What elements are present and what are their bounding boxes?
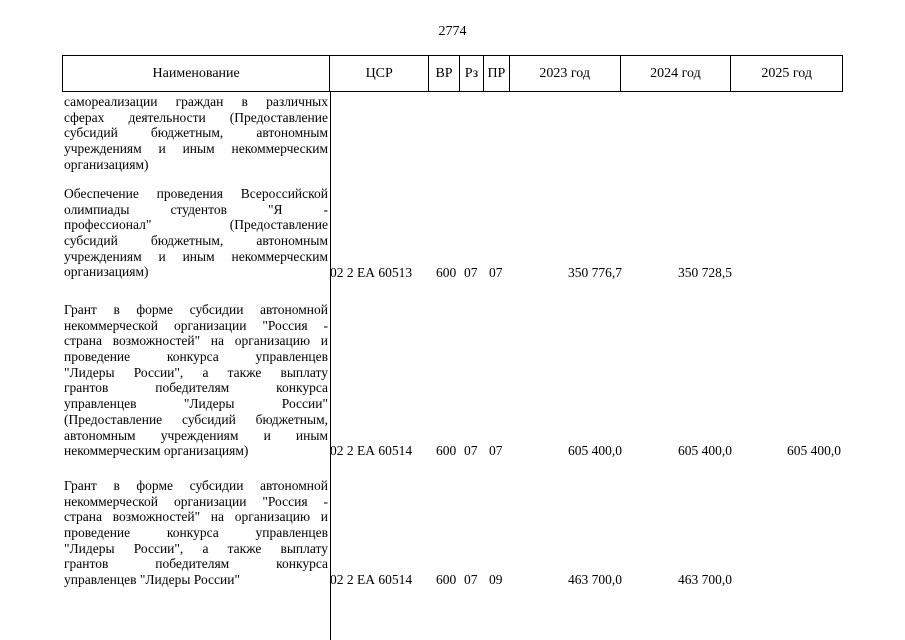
row-name-line: организациям) <box>64 156 149 172</box>
row-name-line: самореализации граждан в различных <box>64 94 328 109</box>
row-pr: 09 <box>489 572 503 588</box>
row-csr: 02 2 ЕА 60513 <box>330 264 413 280</box>
row-pr: 07 <box>489 443 503 459</box>
row-name-line: субсидий бюджетным, автономным <box>64 125 328 141</box>
row-name-line: сферах деятельности (Предоставление <box>64 109 328 125</box>
row-name-line: олимпиады студентов "Я - <box>64 201 328 217</box>
row-y2025: 605 400,0 <box>787 443 841 459</box>
row-name-line: страна возможностей" на организацию и <box>64 333 328 349</box>
row-y2024: 350 728,5 <box>678 264 732 280</box>
row-name-line: некоммерческой организации "Россия - <box>64 493 328 509</box>
header-2025: 2025 год <box>761 65 812 81</box>
table-header <box>62 55 843 92</box>
row-name-line: "Лидеры России", а также выплату <box>64 364 328 380</box>
header-2024: 2024 год <box>621 56 732 91</box>
row-name <box>64 478 328 588</box>
row-name-line: субсидий бюджетным, автономным <box>64 233 328 249</box>
row-name-line: профессионал" (Предоставление <box>64 217 328 233</box>
header-pr: ПР <box>484 56 510 91</box>
row-csr: 02 2 ЕА 60514 <box>330 572 413 588</box>
row-name <box>64 302 328 459</box>
row-y2024: 605 400,0 <box>678 443 732 459</box>
row-name-line: некоммерческой организации "Россия - <box>64 317 328 333</box>
header-rz: Рз <box>460 56 484 91</box>
header-name: Наименование <box>63 56 330 91</box>
row-name <box>64 186 328 280</box>
row-name-line: организациям) <box>64 264 149 280</box>
row-vr: 600 <box>436 264 457 280</box>
row-rz: 07 <box>464 572 478 588</box>
header-2023: 2023 год <box>510 56 621 91</box>
row-name <box>64 94 328 172</box>
row-vr: 600 <box>436 443 457 459</box>
header-csr: ЦСР <box>330 56 429 91</box>
row-rz: 07 <box>464 443 478 459</box>
row-pr: 07 <box>489 264 503 280</box>
row-name-line: учреждениям и иным некоммерческим <box>64 248 328 264</box>
column-divider <box>330 92 331 640</box>
row-name-line: (Предоставление субсидий бюджетным, <box>64 411 328 427</box>
row-name-line: "Лидеры России", а также выплату <box>64 540 328 556</box>
row-name-line: проведение конкурса управленцев <box>64 525 328 541</box>
row-name-line: грантов победителям конкурса <box>64 556 328 572</box>
row-name-line: управленцев "Лидеры России" <box>64 572 240 588</box>
row-name-line: учреждениям и иным некоммерческим <box>64 141 328 157</box>
row-name-line: управленцев "Лидеры России" <box>64 396 328 412</box>
row-name-line: некоммерческим организациям) <box>64 443 249 459</box>
row-vr: 600 <box>436 572 457 588</box>
row-rz: 07 <box>464 264 478 280</box>
row-y2023: 463 700,0 <box>568 572 622 588</box>
row-name-line: грантов победителям конкурса <box>64 380 328 396</box>
row-csr: 02 2 ЕА 60514 <box>330 443 413 459</box>
row-name-line: Грант в форме субсидии автономной <box>64 478 328 493</box>
row-name-line: Грант в форме субсидии автономной <box>64 302 328 317</box>
row-name-line: проведение конкурса управленцев <box>64 349 328 365</box>
header-vr: ВР <box>429 56 460 91</box>
row-y2023: 605 400,0 <box>568 443 622 459</box>
row-name-line: страна возможностей" на организацию и <box>64 509 328 525</box>
row-name-line: Обеспечение проведения Всероссийской <box>64 186 328 201</box>
row-name-line: автономным учреждениям и иным <box>64 427 328 443</box>
page-number: 2774 <box>438 24 467 39</box>
row-y2024: 463 700,0 <box>678 572 732 588</box>
row-y2023: 350 776,7 <box>568 264 622 280</box>
